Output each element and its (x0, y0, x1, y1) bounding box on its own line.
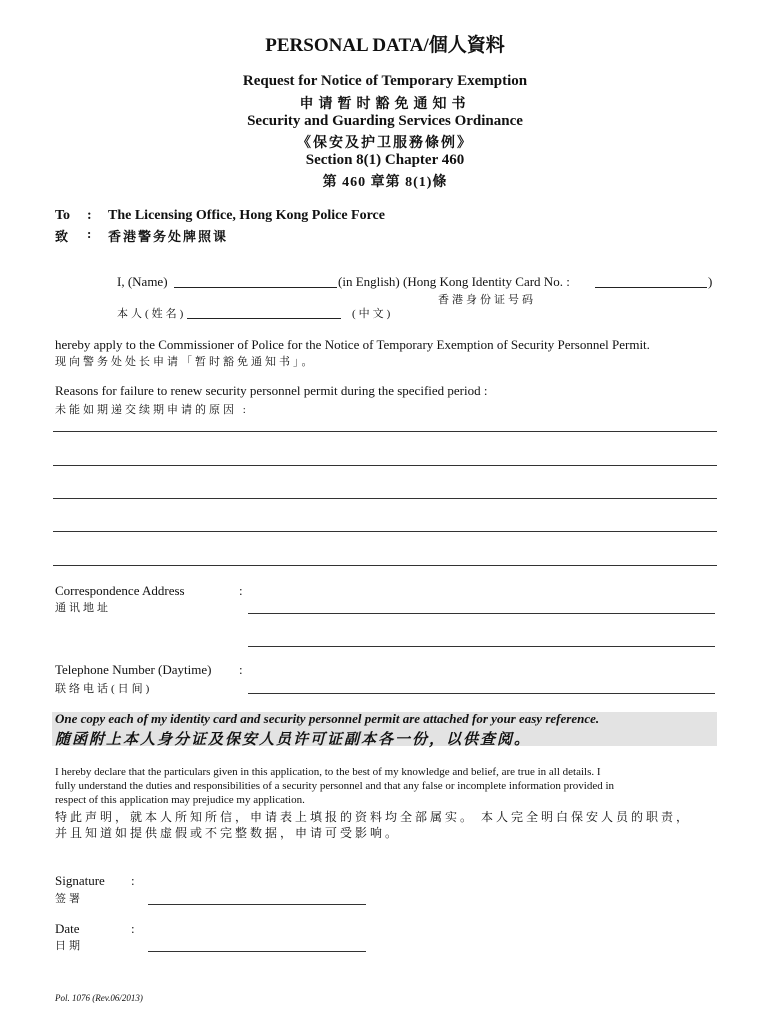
ordinance-cn: 《保安及护卫服務條例》 (297, 136, 473, 151)
date-colon: : (131, 921, 135, 936)
telephone-label-cn: 联络电话(日间) (55, 683, 153, 695)
signature-line[interactable] (148, 904, 366, 905)
address-label-cn: 通讯地址 (55, 602, 111, 614)
reason-line-1[interactable] (53, 431, 717, 432)
to-value-cn: 香港警务处牌照课 (108, 229, 229, 244)
form-subtitle-cn: 申请暂时豁免通知书 (299, 97, 471, 112)
signature-label-cn: 签署 (55, 893, 83, 905)
chinese-label: (中文) (352, 308, 394, 320)
ordinance-en: Security and Guarding Services Ordinance (247, 113, 523, 129)
telephone-line[interactable] (248, 693, 715, 694)
date-label-en: Date (55, 921, 80, 936)
name-en-field[interactable] (174, 287, 337, 288)
address-label-en: Correspondence Address (55, 583, 185, 598)
section-cn: 第 460 章第 8(1)條 (322, 175, 448, 190)
reason-line-3[interactable] (53, 498, 717, 499)
declaration-line-2-en: fully understand the duties and responsibilities of a security personnel and that any false or incomplete information provided in (55, 780, 615, 792)
date-label-cn: 日期 (55, 940, 83, 952)
hkid-label-cn: 香港身份证号码 (438, 294, 536, 306)
section-en: Section 8(1) Chapter 460 (305, 152, 465, 168)
signature-colon: : (131, 873, 135, 888)
notice-text-en: One copy each of my identity card and security personnel permit are attached for your easy reference. (55, 711, 600, 726)
declaration-line-1-cn: 特此声明，就本人所知所信，申请表上填报的资料均全部属实。 本人完全明白保安人员的职责， (55, 810, 692, 824)
telephone-colon: : (239, 662, 243, 677)
form-reference: Pol. 1076 (Rev.06/2013) (55, 993, 143, 1003)
reasons-label-en: Reasons for failure to renew security personnel permit during the specified period : (55, 383, 488, 398)
form-subtitle-en: Request for Notice of Temporary Exemption (242, 73, 528, 89)
signature-label-en: Signature (55, 873, 105, 888)
to-colon-en: : (87, 208, 92, 223)
name-label-cn: 本人(姓名) (117, 308, 187, 320)
to-label-en: To (55, 208, 71, 223)
date-line[interactable] (148, 951, 366, 952)
telephone-label-en: Telephone Number (Daytime) (55, 662, 212, 677)
address-colon: : (239, 583, 243, 598)
hkid-close-paren: ) (708, 274, 713, 289)
address-line-1[interactable] (248, 613, 715, 614)
to-colon-cn: : (87, 226, 92, 241)
form-title: PERSONAL DATA/個人資料 (265, 35, 505, 56)
to-label-cn: 致 (55, 229, 69, 244)
name-cn-field[interactable] (187, 318, 341, 319)
reason-line-2[interactable] (53, 465, 717, 466)
declaration-line-3-en: respect of this application may prejudice my application. (55, 794, 305, 806)
reason-line-4[interactable] (53, 531, 717, 532)
apply-text-cn: 现向警务处处长申请「暂时豁免通知书」。 (55, 356, 316, 368)
reasons-label-cn: 未能如期递交续期申请的原因 : (55, 404, 249, 416)
reason-line-5[interactable] (53, 565, 717, 566)
notice-text-cn: 随函附上本人身分证及保安人员许可证副本各一份，以供查阅。 (55, 732, 532, 748)
address-line-2[interactable] (248, 646, 715, 647)
name-label-en: I, (Name) (117, 274, 168, 289)
declaration-line-2-cn: 并且知道如提供虚假或不完整数据，申请可受影响。 (55, 826, 401, 840)
declaration-line-1-en: I hereby declare that the particulars given in this application, to the best of my knowledge and belief, are true in all details. I (55, 766, 601, 778)
apply-text-en: hereby apply to the Commissioner of Police for the Notice of Temporary Exemption of Security Personnel Permit. (55, 337, 650, 352)
in-english-label: (in English) (Hong Kong Identity Card No. : (338, 274, 570, 289)
hkid-field[interactable] (595, 287, 707, 288)
to-value-en: The Licensing Office, Hong Kong Police Force (108, 208, 385, 223)
